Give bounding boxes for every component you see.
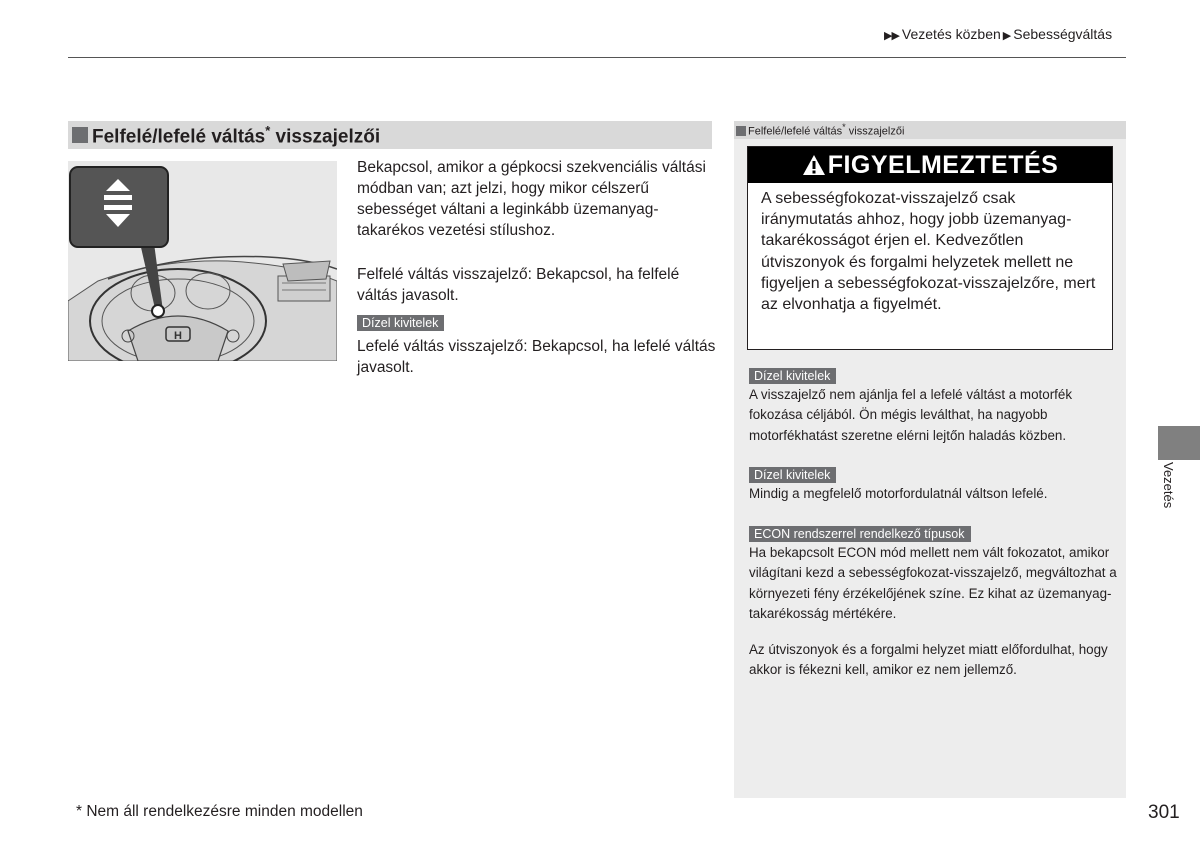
warning-text: A sebességfokozat-visszajelző csak iránymutatás ahhoz, hogy jobb üzemanyag-takarékosságot érjen el. Kedvezőtlen útviszonyok és forgalmi helyzetek mellett ne figyeljen a sebességfokozat-visszajelzőre, mert az elvonhatja a figyelmét. <box>761 190 1096 314</box>
diesel-models-tag: Dízel kivitelek <box>749 467 836 483</box>
intro-paragraph: Bekapcsol, amikor a gépkocsi szekvenciális váltási módban van; azt jelzi, hogy mikor célszerű sebességet váltani a leginkább üzemanyag-takarékos vezetési stílushoz. <box>357 159 706 239</box>
breadcrumb-arrow-icon: ▶▶ <box>884 30 899 42</box>
page-number: 301 <box>1148 802 1180 823</box>
econ-note: Ha bekapcsolt ECON mód mellett nem vált fokozatot, amikor világítani kezd a sebességfokozat-visszajelző, megváltozhat a környezeti fény érzékelőjének színe. Ez kihat az üzemanyag-takarékosság mértékére. <box>749 545 1117 621</box>
footnote: * Nem áll rendelkezésre minden modellen <box>76 803 363 820</box>
engine-brake-note: A visszajelző nem ajánlja fel a lefelé váltást a motorfék fokozása céljából. Ön mégis leválthat, ha nagyobb motorfékhatást szeretne elérni lejtőn haladás közben. <box>749 387 1073 443</box>
breadcrumb-item-driving[interactable]: Vezetés közben <box>901 26 1001 42</box>
diesel-models-tag: Dízel kivitelek <box>357 315 444 331</box>
svg-text:H: H <box>174 330 182 342</box>
dashboard-illustration <box>68 161 337 361</box>
chapter-tab-label: Vezetés <box>1161 462 1176 509</box>
side-heading: Felfelé/lefelé váltás* visszajelzői <box>736 122 904 138</box>
steering-wheel-image <box>68 161 337 361</box>
header-divider <box>68 57 1126 58</box>
upshift-paragraph: Felfelé váltás visszajelző: Bekapcsol, ha felfelé váltás javasolt. <box>357 266 680 304</box>
warning-header: FIGYELMEZTETÉS <box>748 147 1112 183</box>
braking-note: Az útviszonyok és a forgalmi helyzet miatt előfordulhat, hogy akkor is fékezni kell, amikor ez nem jellemző. <box>749 642 1108 678</box>
footnote-star: * <box>842 122 846 132</box>
warning-triangle-icon <box>802 154 826 176</box>
breadcrumb <box>884 26 1112 42</box>
reference-arrow-icon <box>736 126 746 136</box>
breadcrumb-item-shifting[interactable]: Sebességváltás <box>1013 26 1113 42</box>
footnote-star: * <box>265 123 271 138</box>
chapter-tab[interactable] <box>1158 426 1200 460</box>
section-title: Felfelé/lefelé váltás* visszajelzői <box>92 123 381 148</box>
section-square-icon <box>72 127 88 143</box>
diesel-models-tag: Dízel kivitelek <box>749 368 836 384</box>
breadcrumb-arrow-icon: ▶ <box>1002 30 1011 42</box>
downshift-paragraph: Lefelé váltás visszajelző: Bekapcsol, ha lefelé váltás javasolt. <box>357 338 716 376</box>
econ-models-tag: ECON rendszerrel rendelkező típusok <box>749 526 971 542</box>
downshift-rpm-note: Mindig a megfelelő motorfordulatnál váltson lefelé. <box>749 486 1048 501</box>
